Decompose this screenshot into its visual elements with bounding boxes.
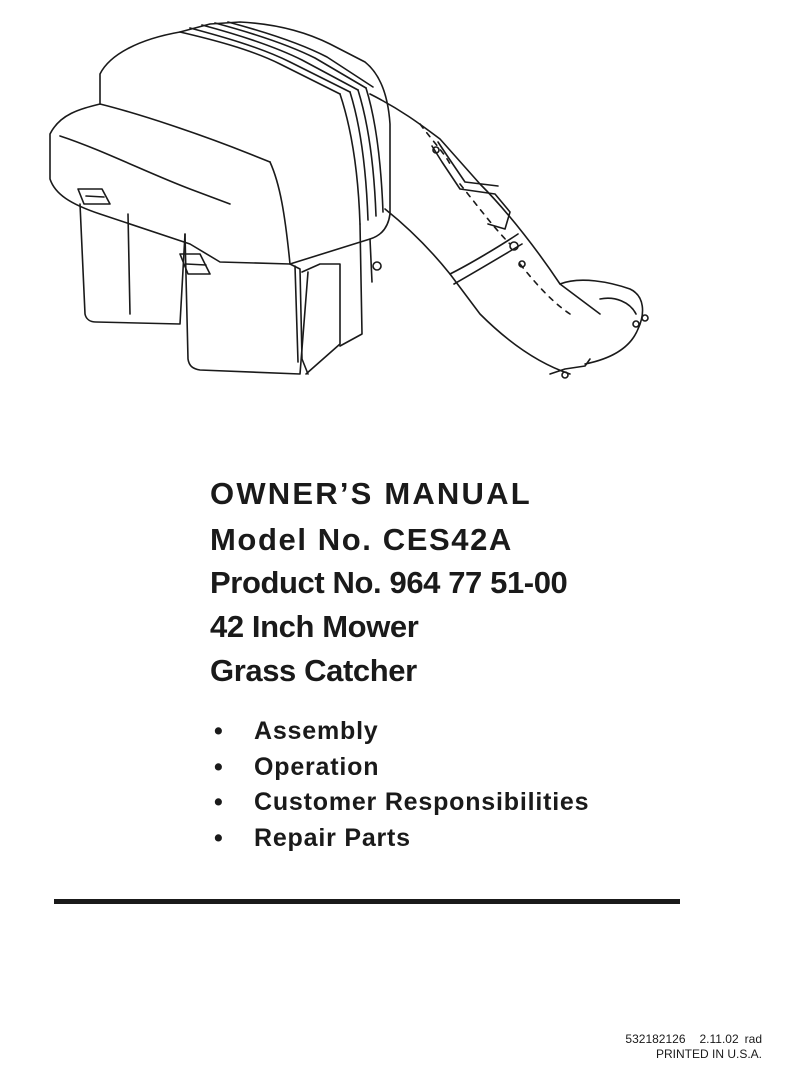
model-number: Model No. CES42A — [210, 522, 513, 557]
list-item-label: Customer Responsibilities — [254, 788, 590, 816]
left-bag — [78, 189, 185, 324]
printed-in: PRINTED IN U.S.A. — [655, 1047, 762, 1061]
bullet-icon: • — [214, 823, 224, 852]
right-bag — [180, 234, 340, 374]
bullet-icon: • — [214, 788, 224, 816]
part-number: 532182126 — [625, 1032, 686, 1046]
bullet-icon: • — [214, 752, 224, 781]
list-item — [214, 823, 589, 859]
title-block — [210, 478, 770, 686]
contents-list — [214, 716, 589, 858]
product-number: Product No. 964 77 51-00 — [210, 565, 568, 600]
list-item-label: Operation — [254, 752, 380, 781]
list-item-label: Repair Parts — [254, 823, 411, 852]
author-initials: rad — [744, 1032, 762, 1046]
divider-rule — [54, 899, 680, 904]
list-item — [214, 716, 589, 752]
list-item — [214, 787, 589, 823]
product-name: Grass Catcher — [210, 653, 417, 688]
chute-tube — [370, 94, 648, 378]
manual-heading: OWNER’S MANUAL — [210, 476, 532, 511]
bullet-icon: • — [214, 717, 224, 745]
grass-catcher-illustration — [40, 14, 680, 404]
product-size: 42 Inch Mower — [210, 609, 419, 644]
print-date: 2.11.02 — [699, 1032, 739, 1046]
catcher-lid — [50, 22, 390, 374]
list-item-label: Assembly — [254, 717, 379, 745]
list-item — [214, 752, 589, 788]
footer-code-line — [625, 1032, 762, 1047]
footer — [625, 1032, 762, 1062]
